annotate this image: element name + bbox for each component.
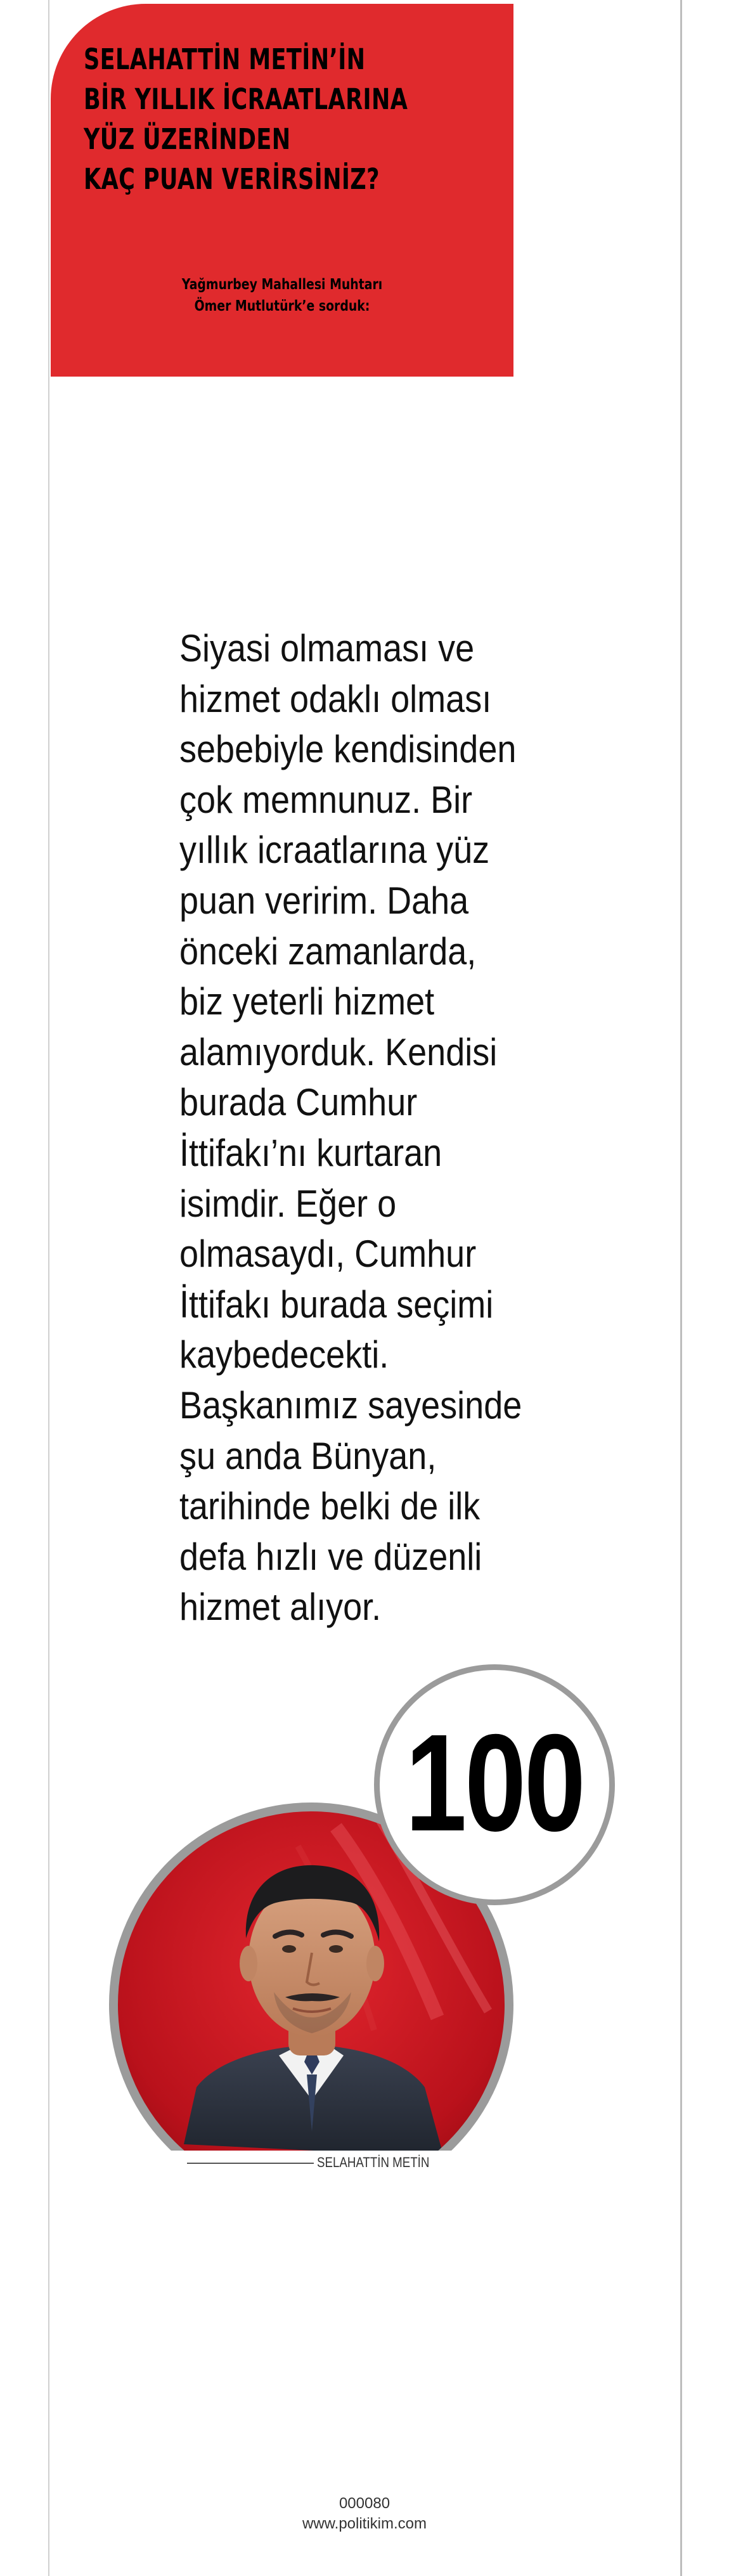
footer-code: 000080 (339, 2495, 390, 2512)
portrait-caption: SELAHATTİN METİN (317, 2154, 430, 2170)
headline-line: YÜZ ÜZERİNDEN (84, 122, 291, 156)
quote-line: yıllık icraatlarına yüz (179, 829, 490, 872)
interview-quote (179, 623, 545, 1633)
left-page-rule (48, 0, 49, 2576)
quote-line: İttifakı burada seçimi (179, 1283, 494, 1326)
quote-line: sebebiyle kendisinden (179, 728, 517, 771)
score-badge (374, 1664, 615, 1905)
quote-line: defa hızlı ve düzenli (179, 1535, 482, 1578)
subheadline-line: Ömer Mutlutürk’e sorduk: (194, 298, 370, 314)
quote-line: isimdir. Eğer o (179, 1182, 397, 1225)
quote-line: hizmet odaklı olması (179, 677, 492, 720)
quote-line: kaybedecekti. (179, 1333, 389, 1376)
headline (84, 39, 408, 199)
quote-line: olmasaydı, Cumhur (179, 1233, 477, 1276)
caption-divider (187, 2163, 314, 2164)
quote-line: önceki zamanlarda, (179, 929, 477, 973)
headline-line: KAÇ PUAN VERİRSİNİZ? (84, 162, 380, 196)
right-page-rule (680, 0, 682, 2576)
quote-line: Başkanımız sayesinde (179, 1383, 522, 1427)
headline-line: SELAHATTİN METİN’İN (84, 42, 366, 76)
quote-line: burada Cumhur (179, 1081, 418, 1124)
subheadline (76, 274, 488, 317)
score-value: 100 (405, 1706, 584, 1860)
quote-line: Siyasi olmaması ve (179, 627, 475, 670)
quote-line: çok memnunuz. Bir (179, 778, 473, 821)
quote-line: alamıyorduk. Kendisi (179, 1030, 498, 1073)
subheadline-line: Yağmurbey Mahallesi Muhtarı (181, 276, 383, 293)
quote-line: hizmet alıyor. (179, 1586, 382, 1629)
quote-line: puan veririm. Daha (179, 879, 469, 922)
quote-line: biz yeterli hizmet (179, 980, 435, 1023)
page-footer (0, 2494, 729, 2534)
quote-line: şu anda Bünyan, (179, 1434, 437, 1477)
quote-line: tarihinde belki de ilk (179, 1485, 481, 1528)
footer-website-link[interactable]: www.politikim.com (302, 2515, 427, 2532)
quote-line: İttifakı’nı kurtaran (179, 1131, 442, 1174)
headline-line: BİR YILLIK İCRAATLARINA (84, 82, 408, 116)
